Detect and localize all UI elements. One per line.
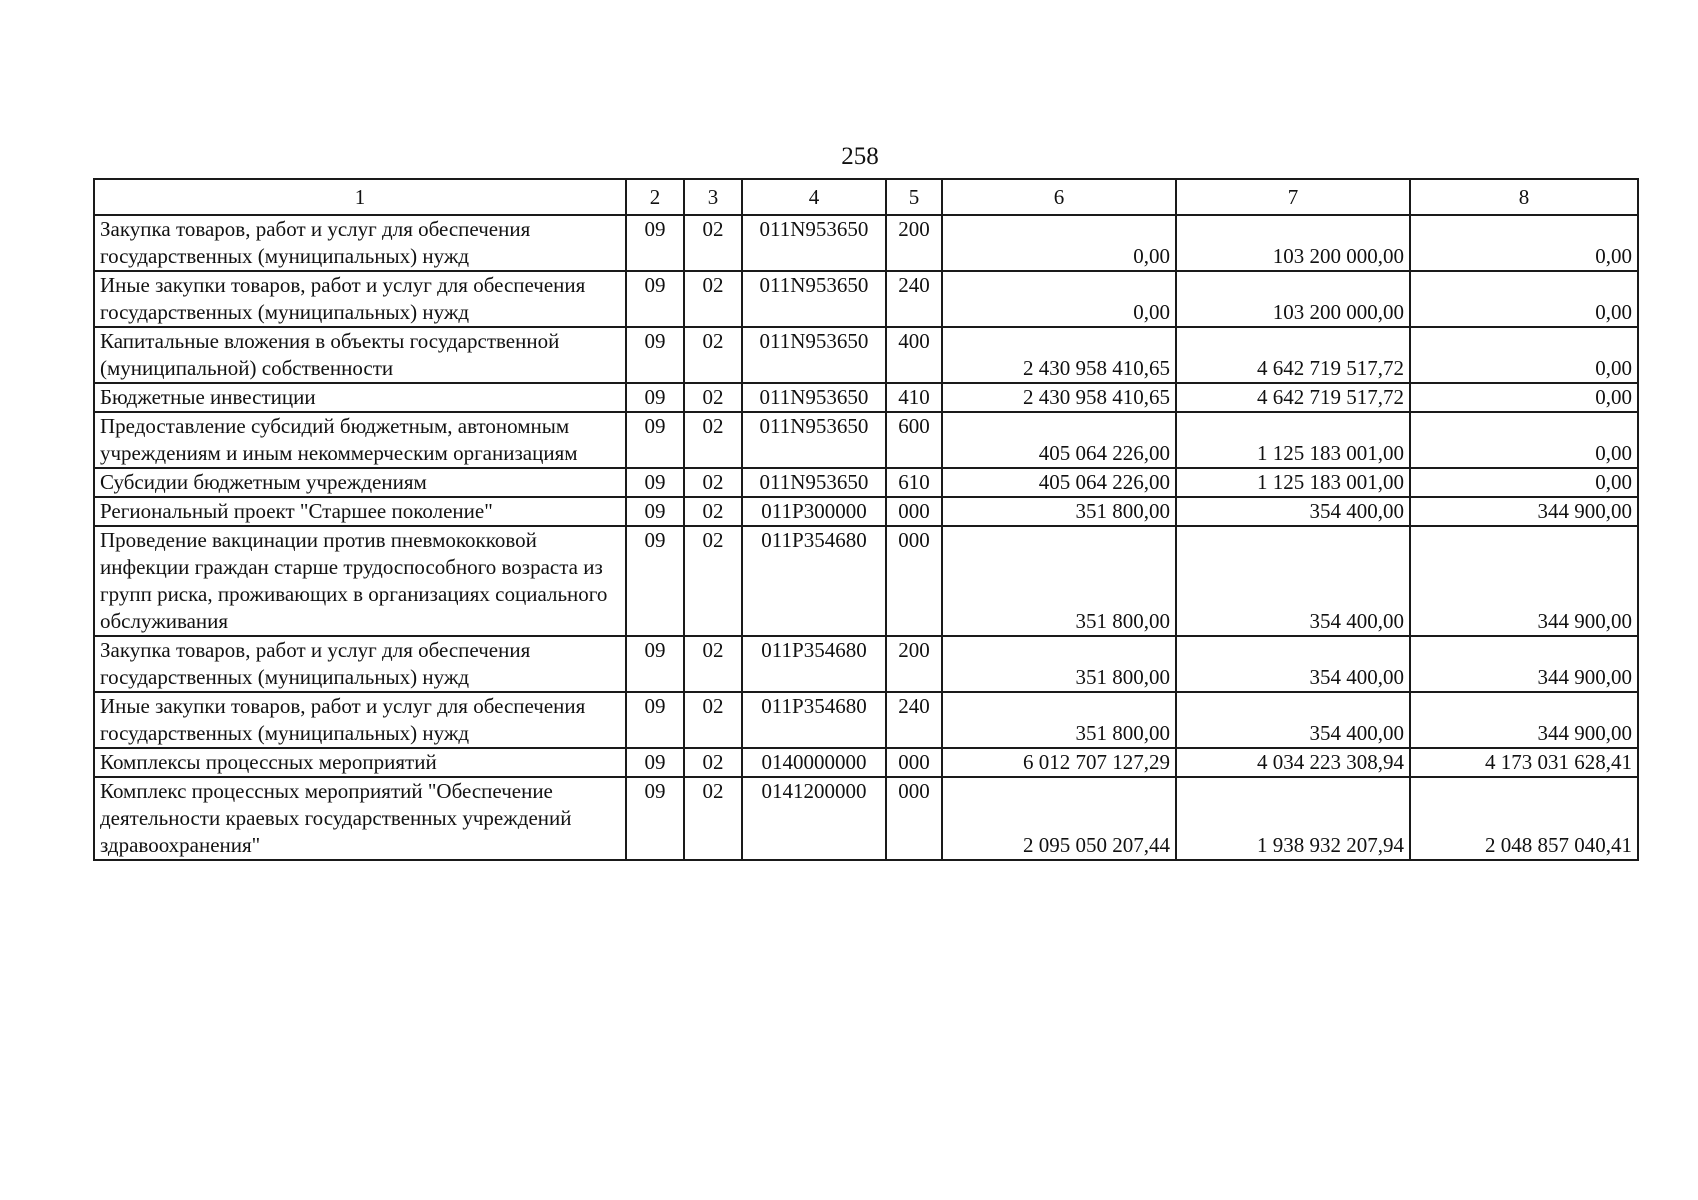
target-article-cell: 0140000000 (742, 748, 886, 777)
amount-col6-cell: 0,00 (942, 215, 1176, 271)
amount-col8-cell: 4 173 031 628,41 (1410, 748, 1638, 777)
row-name-cell: Комплексы процессных мероприятий (94, 748, 626, 777)
row-name-cell: Комплекс процессных мероприятий "Обеспечение деятельности краевых государственных учреждений здравоохранения" (94, 777, 626, 860)
expense-type-cell: 200 (886, 636, 942, 692)
amount-col7-cell: 4 642 719 517,72 (1176, 327, 1410, 383)
amount-col7-cell: 354 400,00 (1176, 636, 1410, 692)
header-cell: 6 (942, 179, 1176, 215)
subsection-code-cell: 02 (684, 468, 742, 497)
target-article-cell: 011N953650 (742, 468, 886, 497)
subsection-code-cell: 02 (684, 692, 742, 748)
target-article-cell: 011N953650 (742, 412, 886, 468)
subsection-code-cell: 02 (684, 636, 742, 692)
amount-col7-cell: 4 034 223 308,94 (1176, 748, 1410, 777)
header-row (94, 179, 1638, 215)
row-name-cell: Бюджетные инвестиции (94, 383, 626, 412)
amount-col7-cell: 1 125 183 001,00 (1176, 412, 1410, 468)
section-code-cell: 09 (626, 748, 684, 777)
expense-type-cell: 000 (886, 497, 942, 526)
row-name-cell: Иные закупки товаров, работ и услуг для обеспечения государственных (муниципальных) нужд (94, 692, 626, 748)
amount-col6-cell: 351 800,00 (942, 526, 1176, 636)
subsection-code-cell: 02 (684, 271, 742, 327)
target-article-cell: 0141200000 (742, 777, 886, 860)
amount-col7-cell: 103 200 000,00 (1176, 271, 1410, 327)
section-code-cell: 09 (626, 271, 684, 327)
table-header (94, 179, 1638, 215)
expense-type-cell: 200 (886, 215, 942, 271)
amount-col7-cell: 1 125 183 001,00 (1176, 468, 1410, 497)
amount-col8-cell: 0,00 (1410, 383, 1638, 412)
section-code-cell: 09 (626, 412, 684, 468)
amount-col8-cell: 2 048 857 040,41 (1410, 777, 1638, 860)
row-name-cell: Региональный проект "Старшее поколение" (94, 497, 626, 526)
page-number: 258 (841, 143, 879, 170)
row-name-cell: Предоставление субсидий бюджетным, автономным учреждениям и иным некоммерческим организациям (94, 412, 626, 468)
amount-col7-cell: 354 400,00 (1176, 526, 1410, 636)
amount-col6-cell: 6 012 707 127,29 (942, 748, 1176, 777)
section-code-cell: 09 (626, 497, 684, 526)
table-row (94, 526, 1638, 636)
amount-col8-cell: 0,00 (1410, 468, 1638, 497)
amount-col6-cell: 0,00 (942, 271, 1176, 327)
subsection-code-cell: 02 (684, 497, 742, 526)
expense-type-cell: 410 (886, 383, 942, 412)
budget-table (93, 178, 1639, 861)
table-row (94, 748, 1638, 777)
header-cell: 7 (1176, 179, 1410, 215)
header-cell: 1 (94, 179, 626, 215)
subsection-code-cell: 02 (684, 526, 742, 636)
amount-col7-cell: 1 938 932 207,94 (1176, 777, 1410, 860)
table-row (94, 468, 1638, 497)
row-name-cell: Проведение вакцинации против пневмококковой инфекции граждан старше трудоспособного возраста из групп риска, проживающих в организациях социального обслуживания (94, 526, 626, 636)
amount-col8-cell: 344 900,00 (1410, 692, 1638, 748)
row-name-cell: Капитальные вложения в объекты государственной (муниципальной) собственности (94, 327, 626, 383)
table-row (94, 497, 1638, 526)
table-row (94, 412, 1638, 468)
header-cell: 2 (626, 179, 684, 215)
section-code-cell: 09 (626, 327, 684, 383)
table-row (94, 692, 1638, 748)
amount-col7-cell: 354 400,00 (1176, 497, 1410, 526)
section-code-cell: 09 (626, 215, 684, 271)
expense-type-cell: 400 (886, 327, 942, 383)
row-name-cell: Закупка товаров, работ и услуг для обеспечения государственных (муниципальных) нужд (94, 215, 626, 271)
table-row (94, 383, 1638, 412)
section-code-cell: 09 (626, 468, 684, 497)
expense-type-cell: 240 (886, 692, 942, 748)
header-cell: 4 (742, 179, 886, 215)
section-code-cell: 09 (626, 777, 684, 860)
table-row (94, 327, 1638, 383)
target-article-cell: 011P354680 (742, 526, 886, 636)
expense-type-cell: 610 (886, 468, 942, 497)
amount-col6-cell: 351 800,00 (942, 636, 1176, 692)
expense-type-cell: 240 (886, 271, 942, 327)
target-article-cell: 011P300000 (742, 497, 886, 526)
amount-col6-cell: 405 064 226,00 (942, 468, 1176, 497)
amount-col8-cell: 0,00 (1410, 271, 1638, 327)
expense-type-cell: 000 (886, 748, 942, 777)
subsection-code-cell: 02 (684, 748, 742, 777)
target-article-cell: 011N953650 (742, 383, 886, 412)
expense-type-cell: 000 (886, 777, 942, 860)
table-body (94, 215, 1638, 860)
subsection-code-cell: 02 (684, 777, 742, 860)
header-cell: 3 (684, 179, 742, 215)
amount-col7-cell: 103 200 000,00 (1176, 215, 1410, 271)
amount-col6-cell: 2 430 958 410,65 (942, 383, 1176, 412)
target-article-cell: 011N953650 (742, 327, 886, 383)
header-cell: 5 (886, 179, 942, 215)
section-code-cell: 09 (626, 692, 684, 748)
table-row (94, 636, 1638, 692)
section-code-cell: 09 (626, 636, 684, 692)
subsection-code-cell: 02 (684, 412, 742, 468)
amount-col6-cell: 2 095 050 207,44 (942, 777, 1176, 860)
amount-col8-cell: 0,00 (1410, 327, 1638, 383)
table-row (94, 215, 1638, 271)
subsection-code-cell: 02 (684, 215, 742, 271)
amount-col6-cell: 351 800,00 (942, 497, 1176, 526)
amount-col7-cell: 4 642 719 517,72 (1176, 383, 1410, 412)
amount-col8-cell: 344 900,00 (1410, 497, 1638, 526)
amount-col6-cell: 2 430 958 410,65 (942, 327, 1176, 383)
expense-type-cell: 600 (886, 412, 942, 468)
target-article-cell: 011P354680 (742, 636, 886, 692)
target-article-cell: 011N953650 (742, 215, 886, 271)
amount-col6-cell: 405 064 226,00 (942, 412, 1176, 468)
subsection-code-cell: 02 (684, 383, 742, 412)
subsection-code-cell: 02 (684, 327, 742, 383)
target-article-cell: 011P354680 (742, 692, 886, 748)
amount-col8-cell: 0,00 (1410, 412, 1638, 468)
row-name-cell: Иные закупки товаров, работ и услуг для обеспечения государственных (муниципальных) нужд (94, 271, 626, 327)
target-article-cell: 011N953650 (742, 271, 886, 327)
amount-col6-cell: 351 800,00 (942, 692, 1176, 748)
amount-col7-cell: 354 400,00 (1176, 692, 1410, 748)
section-code-cell: 09 (626, 526, 684, 636)
amount-col8-cell: 344 900,00 (1410, 636, 1638, 692)
table-row (94, 271, 1638, 327)
row-name-cell: Закупка товаров, работ и услуг для обеспечения государственных (муниципальных) нужд (94, 636, 626, 692)
table-row (94, 777, 1638, 860)
amount-col8-cell: 0,00 (1410, 215, 1638, 271)
section-code-cell: 09 (626, 383, 684, 412)
amount-col8-cell: 344 900,00 (1410, 526, 1638, 636)
row-name-cell: Субсидии бюджетным учреждениям (94, 468, 626, 497)
header-cell: 8 (1410, 179, 1638, 215)
expense-type-cell: 000 (886, 526, 942, 636)
